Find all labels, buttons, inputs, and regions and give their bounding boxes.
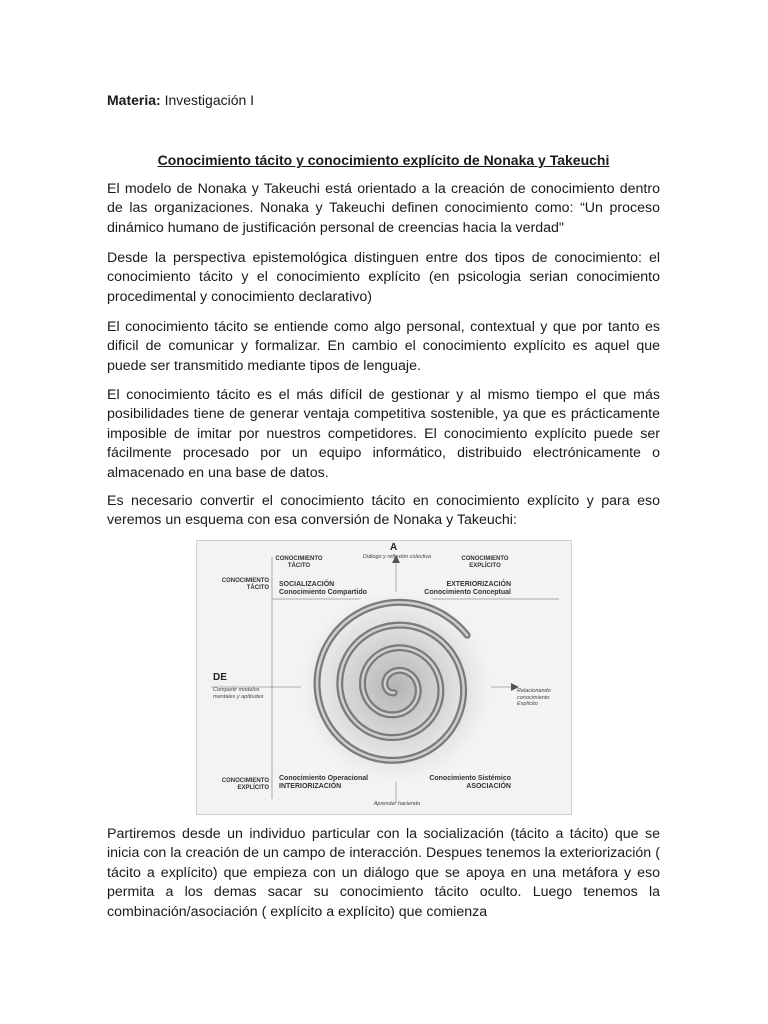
right-axis-note: Relacionando conocimiento Explícito [517, 688, 551, 707]
exteriorizacion-title: EXTERIORIZACIÓN [446, 581, 511, 588]
axis-de-note: Compartir modelos mentales y aptitudes [213, 687, 264, 700]
subject-line [107, 90, 254, 110]
axis-a-note: Diálogo y reflexión colectiva [362, 554, 432, 560]
exteriorizacion-subtitle: Conocimiento Conceptual [424, 589, 511, 596]
paragraph: El conocimiento tácito es el más difícil de gestionar y al mismo tiempo el que más posibilidades tiene de generar ventaja competitiva sostenible, ya que es prácticamente imposible de imitar por nuestros competidores. El conocimiento explícito puede ser fácilmente procesado por un equipo informático, distribuido electrónicamente o almacenado en una base de datos. [107, 387, 660, 481]
document-title: Conocimiento tácito y conocimiento explícito de Nonaka y Takeuchi [157, 152, 610, 168]
row-header-tacito: CONOCIMIENTO TÁCITO [221, 578, 269, 591]
axis-de-label: DE [213, 672, 227, 683]
column-header-tacito: CONOCIMIENTO TÁCITO [275, 556, 323, 569]
asociacion-subtitle: Conocimiento Sistémico [429, 775, 511, 782]
bottom-axis-note: Aprender haciendo [373, 801, 421, 807]
axis-a-label: A [390, 542, 398, 553]
paragraph: El conocimiento tácito se entiende como algo personal, contextual y que por tanto es dificil de comunicar y formalizar. En cambio el conocimiento explícito es aquel que puede ser transmitido mediante tipos de lenguaje. [107, 319, 660, 374]
column-header-explicito: CONOCIMIENTO EXPLÍCITO [461, 556, 509, 569]
row-header-explicito: CONOCIMIENTO EXPLÍCITO [221, 778, 269, 791]
paragraph: Desde la perspectiva epistemológica distinguen entre dos tipos de conocimiento: el conocimiento tácito y el conocimiento explícito (en psicologia serian conocimiento procedimental y conocimiento declarativo) [107, 250, 660, 305]
asociacion-title: ASOCIACIÓN [466, 783, 511, 790]
subject-value: Investigación I [160, 92, 255, 108]
interiorizacion-subtitle: Conocimiento Operacional [279, 775, 369, 782]
paragraph: El modelo de Nonaka y Takeuchi está orientado a la creación de conocimiento dentro de las organizaciones. Nonaka y Takeuchi definen conocimiento como: “Un proceso dinámico humano de justificación personal de creencias hacia la verdad" [107, 181, 660, 236]
seci-spiral-diagram [196, 540, 572, 815]
interiorizacion-title: INTERIORIZACIÓN [279, 783, 342, 790]
paragraph: Partiremos desde un individuo particular con la socialización (tácito a tácito) que se inicia con la creación de un campo de interacción. Despues tenemos la exteriorización ( tácito a explícito) que empieza con un diálogo que se apoya en una metáfora y eso permita a los demas sacar su conocimiento tácito oculto. Luego tenemos la combinación/asociación ( explícito a explícito) que comienza [107, 826, 660, 920]
socializacion-subtitle: Conocimiento Compartido [279, 589, 367, 596]
socializacion-title: SOCIALIZACIÓN [279, 581, 335, 588]
subject-label: Materia: [107, 92, 161, 108]
paragraph: Es necesario convertir el conocimiento tácito en conocimiento explícito y para eso veremos un esquema con esa conversión de Nonaka y Takeuchi: [107, 493, 660, 529]
